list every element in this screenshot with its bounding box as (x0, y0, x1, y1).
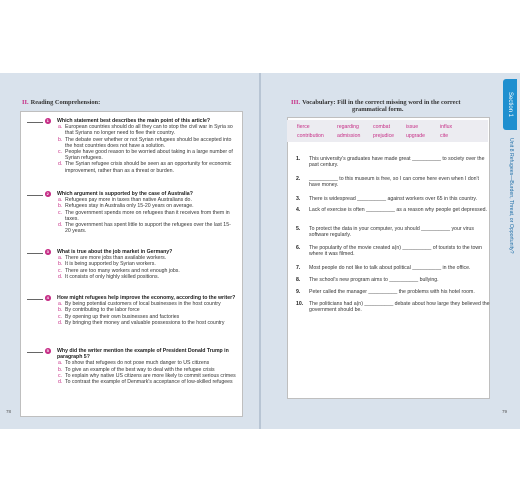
page-number-left: 78 (6, 409, 12, 414)
vocab-item (296, 207, 490, 213)
option-letter: d. (58, 273, 63, 280)
reading-comprehension-heading (22, 99, 100, 107)
vocab-item-number: 2. (296, 176, 301, 182)
questions-panel (20, 111, 243, 417)
vocab-item-number: 6. (296, 245, 301, 251)
section-roman: III. (291, 99, 301, 106)
option-letter: c. (58, 149, 63, 156)
unit-running-title: Unit 8 Refugees—Burden, Threat, or Opportunity? (508, 138, 514, 254)
word-bank-item: contribution (297, 133, 324, 139)
vocab-item-number: 9. (296, 289, 301, 295)
question-text: Why did the writer mention the example of President Donald Trump in paragraph 5? (57, 348, 229, 361)
option-text: The debate over whether or not Syrian refugees should be accepted into the host countries does not have a solution. (65, 136, 232, 149)
question-2 (27, 191, 236, 234)
option-text: It is being supported by Syrian workers. (65, 261, 156, 268)
word-bank (287, 120, 488, 142)
question-5 (27, 348, 236, 385)
option-letter: b. (58, 136, 63, 143)
vocab-item-text[interactable]: Lack of exercise is often __________ as a reason why people get depressed. (309, 207, 487, 213)
option-text: To explain why native US citizens are more likely to commit serious crimes (65, 372, 236, 379)
option (27, 161, 236, 173)
section-title-line1: Vocabulary: Fill in the correct missing word in the correct (302, 99, 461, 106)
option-letter: a. (58, 197, 63, 204)
option-text: The government spends more on refugees than it receives from them in taxes. (65, 209, 230, 222)
question-number-badge: 4 (46, 295, 49, 301)
option-letter: c. (58, 209, 63, 216)
option (27, 222, 236, 234)
section-roman: II. (22, 99, 29, 106)
word-bank-item: prejudice (373, 133, 395, 139)
option-text: There are more jobs than available workers. (65, 255, 167, 262)
option-letter: b. (58, 366, 63, 373)
vocab-item (296, 289, 490, 295)
word-bank-item: regarding (337, 124, 359, 130)
option-text: Refugees stay in Australia only 15-20 years on average. (65, 203, 194, 210)
option-letter: a. (58, 360, 63, 367)
option-text: By bringing their money and valuable possessions to the host country (65, 319, 225, 326)
question-4 (27, 295, 236, 326)
vocab-item-text[interactable]: __________ to this museum is free, so I can come here even when I don't have money. (309, 176, 479, 189)
answer-blank[interactable] (27, 299, 43, 300)
option-text: The government has spent little to support the refugees over the last 15-20 years. (65, 222, 231, 235)
vocab-item (296, 245, 490, 257)
option-letter: d. (58, 222, 63, 229)
vocab-item (296, 176, 490, 188)
option (27, 320, 236, 326)
answer-blank[interactable] (27, 253, 43, 254)
option (27, 274, 236, 280)
option-letter: b. (58, 307, 63, 314)
option-letter: b. (58, 261, 63, 268)
question-header (27, 348, 236, 360)
vocab-item-number: 10. (296, 301, 304, 307)
word-bank-item: admission (337, 133, 361, 139)
option-text: To give an example of the best way to deal with the refugee crisis (65, 366, 215, 373)
option (27, 149, 236, 161)
vocab-item-text[interactable]: The popularity of the movie created a(n) __________ of tourists to the town where it was filmed. (309, 245, 483, 258)
vocab-item-text[interactable]: Peter called the manager __________ the problems with his hotel room. (309, 289, 475, 295)
vocab-item (296, 226, 490, 238)
question-number-badge: 2 (46, 191, 49, 197)
option-text: There are too many workers and not enough jobs. (65, 267, 180, 274)
option-text: By being potential customers of local businesses in the host country (65, 301, 221, 308)
option-letter: d. (58, 319, 63, 326)
question-number-badge: 1 (46, 118, 49, 124)
word-bank-item: fierce (297, 124, 310, 130)
question-3 (27, 249, 236, 280)
option (27, 137, 236, 149)
option-letter: c. (58, 267, 63, 274)
vocab-item-number: 5. (296, 226, 301, 232)
vocabulary-heading-line2: grammatical form. (352, 106, 404, 113)
option-letter: a. (58, 255, 63, 262)
vocab-item-number: 1. (296, 156, 301, 162)
word-bank-item: influx (440, 124, 453, 130)
page-number-right: 79 (502, 409, 508, 414)
vocab-item-number: 7. (296, 265, 301, 271)
option-letter: b. (58, 203, 63, 210)
option-text: Refugees pay more in taxes than native Australians do. (65, 197, 192, 204)
vocab-item (296, 277, 490, 283)
answer-blank[interactable] (27, 195, 43, 196)
option-text: To contrast the example of Denmark's acceptance of low-skilled refugees (65, 379, 233, 386)
option-letter: a. (58, 124, 63, 131)
word-bank-item: upgrade (406, 133, 426, 139)
vocab-item-text[interactable]: This university's graduates have made great __________ to society over the past century. (309, 156, 485, 169)
word-bank-item: cite (440, 133, 449, 139)
option-letter: c. (58, 313, 63, 320)
answer-blank[interactable] (27, 122, 43, 123)
vocab-item (296, 196, 490, 202)
option-text: It consists of only highly skilled positions. (65, 273, 159, 280)
option-letter: a. (58, 301, 63, 308)
option-letter: d. (58, 161, 63, 168)
vocab-item-text[interactable]: Most people do not like to talk about political __________ in the office. (309, 265, 471, 271)
section-tab[interactable] (503, 79, 517, 130)
section-title: Reading Comprehension: (30, 99, 101, 106)
word-bank-item: combat (373, 124, 391, 130)
vocab-item-number: 4. (296, 207, 301, 213)
question-text: What is true about the job market in Germany? (57, 249, 173, 255)
question-text: Which argument is supported by the case of Australia? (57, 191, 193, 197)
vocab-item (296, 265, 490, 271)
vocab-item-number: 3. (296, 196, 301, 202)
vocab-item-text[interactable]: There is widespread __________ against workers over 65 in this country. (309, 196, 478, 202)
vocab-item-text[interactable]: The politicians had a(n) __________ debate about how large they believed the government should be. (309, 301, 490, 314)
vocab-item (296, 301, 490, 313)
option-text: By opening up their own businesses and factories (65, 313, 180, 320)
option (27, 210, 236, 222)
vocab-item-number: 8. (296, 277, 301, 283)
option-text: The Syrian refugee crisis should be seen as an opportunity for economic improvement, rather than as a threat or burden. (65, 161, 232, 174)
answer-blank[interactable] (27, 352, 43, 353)
option-letter: d. (58, 379, 63, 386)
vocab-item-text[interactable]: To protect the data in your computer, you should __________ your virus software regularly. (309, 226, 474, 239)
option (27, 379, 236, 385)
question-number-badge: 5 (46, 348, 49, 354)
question-text: How might refugees help improve the economy, according to the writer? (57, 295, 236, 301)
option-text: To show that refugees do not pose much danger to US citizens (65, 360, 210, 367)
vocab-item-text[interactable]: The school's new program aims to __________ bullying. (309, 277, 439, 283)
option-text: European countries should do all they can to stop the civil war in Syria so that Syrians no longer need to flee their country. (65, 124, 233, 137)
question-text: Which statement best describes the main point of this article? (57, 118, 211, 124)
question-1 (27, 118, 236, 174)
option-text: By contributing to the labor force (65, 307, 140, 314)
option-text: People have good reason to be worried about taking in a large number of Syrian refugees. (65, 149, 233, 162)
question-number-badge: 3 (46, 249, 49, 255)
vocab-item (296, 156, 490, 168)
word-bank-item: issue (406, 124, 419, 130)
option (27, 124, 236, 136)
section-tab-label: Section 1 (507, 91, 513, 118)
option-letter: c. (58, 372, 63, 379)
